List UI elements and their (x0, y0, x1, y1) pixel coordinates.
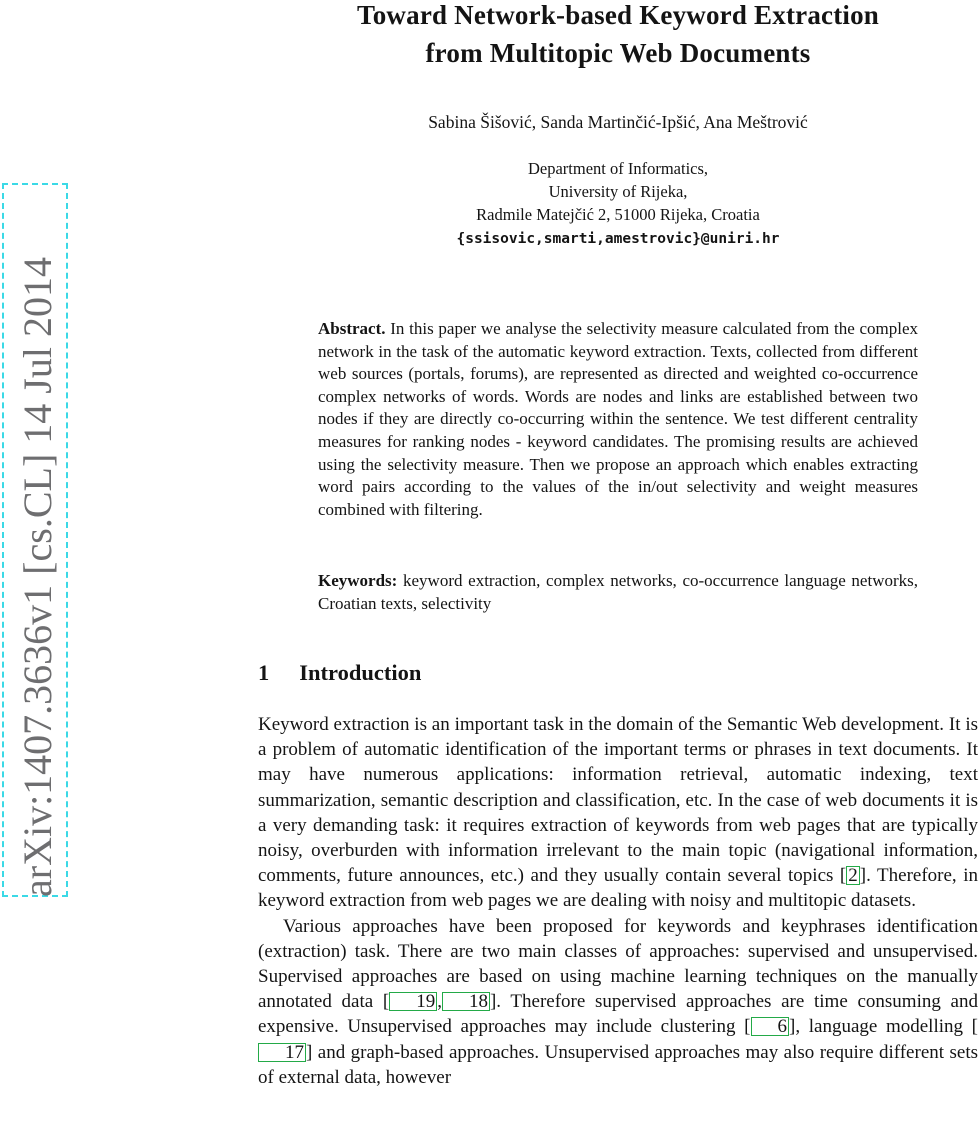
keywords-text: keyword extraction, complex networks, co-occurrence language networks, Croatian texts, selectivity (318, 571, 919, 613)
introduction-paragraph-2: Various approaches have been proposed for keywords and keyphrases identification (extraction) task. There are two main classes of approaches: supervised and unsupervised. Supervised approaches are based on using machine learning techniques on the manually annotated data [ 19 , 18 ]. Therefore supervised approaches are time consuming and expensive. Unsupervised approaches may include clustering [ 6 ], language modelling [17 ] and graph-based approaches. Unsupervised approaches may also require different sets of external data, however (258, 915, 979, 1088)
section-title: Introduction (299, 660, 422, 685)
authors-email: {ssisovic,smarti,amestrovic}@uniri.hr (456, 231, 780, 247)
keywords-label: Keywords: (318, 571, 398, 590)
introduction-paragraph-1: Keyword extraction is an important task in the domain of the Semantic Web development. It is a problem of automatic identification of the important terms or phrases in text documents. It may have numerous applications: information retrieval, automatic indexing, text summarization, semantic description and classification, etc. In the case of web documents it is a very demanding task: it requires extraction of keywords from web pages that are typically noisy, overburden with information irrelevant to the main topic (navigational information, comments, future announces, etc.) and they usually contain several topics [ 2 ]. Therefore, in keyword extraction from web pages we are dealing with noisy and multitopic datasets. (258, 714, 978, 912)
affiliation-address: Radmile Matejčić 2, 51000 Rijeka, Croatia (476, 205, 760, 224)
affiliation-university: University of Rijeka, (548, 182, 688, 201)
section-heading-introduction (258, 660, 978, 686)
abstract-text: In this paper we analyse the selectivity measure calculated from the complex network in the task of the automatic keyword extraction. Texts, collected from different web sources (portals, forums), are represented as directed and weighted co-occurrence complex networks of words. Words are nodes and links are established between two nodes if they are directly co-occurring within the sentence. We test different centrality measures for ranking nodes - keyword candidates. The promising results are achieved using the selectivity measure. Then we propose an approach which enables extracting word pairs according to the values of the in/out selectivity and weight measures combined with filtering. (318, 319, 919, 519)
affiliation-block (258, 157, 978, 251)
citation-link[interactable]: 6 (751, 1017, 790, 1036)
section-number: 1 (258, 660, 270, 685)
keywords-section (318, 570, 918, 615)
citation-link[interactable]: 2 (848, 865, 858, 887)
abstract-section (318, 318, 918, 521)
paper-content-column (258, 0, 978, 1145)
arxiv-identifier-stamp: arXiv:1407.3636v1 [cs.CL] 14 Jul 2014 (15, 257, 60, 897)
authors-line: Sabina Šišović, Sanda Martinčić-Ipšić, Ana Meštrović (428, 112, 808, 132)
introduction-body (258, 712, 978, 1090)
paper-title (258, 0, 978, 72)
citation-link[interactable]: 18 (442, 992, 490, 1011)
citation-link[interactable]: 17 (258, 1043, 306, 1062)
abstract-label: Abstract. (318, 319, 386, 338)
affiliation-department: Department of Informatics, (527, 159, 709, 178)
paper-title-line2: from Multitopic Web Documents (425, 38, 811, 68)
paper-title-line1: Toward Network-based Keyword Extraction (356, 0, 880, 30)
citation-link[interactable]: 19 (389, 992, 437, 1011)
